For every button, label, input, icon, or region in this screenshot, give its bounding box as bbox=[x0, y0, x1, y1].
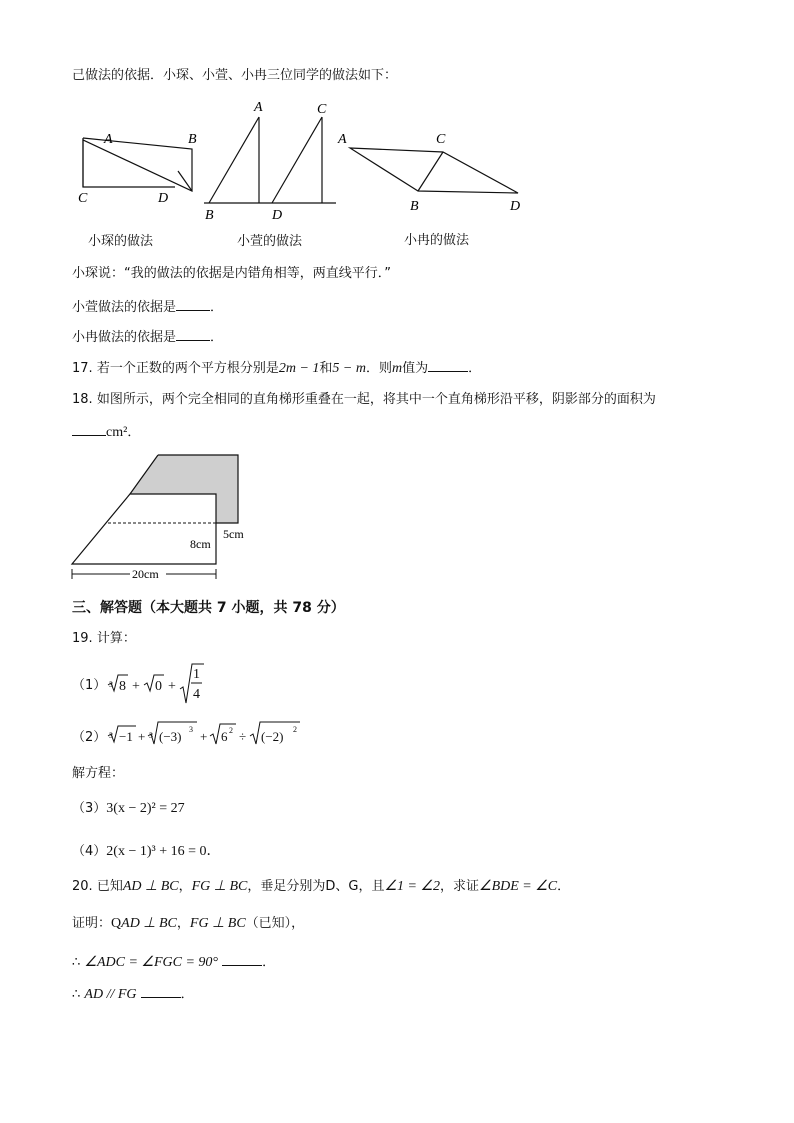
q19-part4: （4）2(x − 1)³ + 16 = 0． bbox=[72, 844, 221, 859]
label-8cm: 8cm bbox=[190, 537, 211, 551]
xuan-point-a: A bbox=[254, 100, 263, 115]
chen-point-c: C bbox=[78, 191, 88, 206]
q19-part2-label: （2） bbox=[72, 730, 107, 745]
svg-text:+: + bbox=[200, 729, 208, 744]
svg-text:−1: −1 bbox=[119, 729, 133, 744]
chen-point-d: D bbox=[158, 191, 169, 206]
q19-part1-expr bbox=[104, 661, 244, 711]
figure-xuan bbox=[204, 117, 336, 203]
q19-part1-label: （1） bbox=[72, 678, 107, 693]
trapezoid-figure bbox=[60, 448, 320, 588]
chen-statement: 小琛说：“我的做法的依据是内错角相等，两直线平行．” bbox=[72, 266, 391, 281]
intro-text: 己做法的依据．小琛、小萱、小冉三位同学的做法如下： bbox=[72, 68, 398, 83]
svg-text:÷: ÷ bbox=[239, 729, 247, 744]
caption-ran: 小冉的做法 bbox=[404, 233, 470, 248]
svg-text:1: 1 bbox=[193, 667, 200, 682]
svg-text:+: + bbox=[132, 679, 140, 694]
svg-text:0: 0 bbox=[155, 679, 162, 694]
svg-text:+: + bbox=[138, 729, 146, 744]
caption-chen: 小琛的做法 bbox=[88, 234, 154, 249]
svg-text:+: + bbox=[168, 679, 176, 694]
q20-statement: 20. 已知AD ⊥ BC，FG ⊥ BC，垂足分别为D、G，且∠1 = ∠2，求证∠BDE = ∠C． bbox=[72, 879, 571, 894]
xuan-answer-blank[interactable] bbox=[176, 298, 210, 311]
q17-answer-blank[interactable] bbox=[428, 359, 468, 372]
svg-text:(−2): (−2) bbox=[261, 729, 284, 744]
q20-proof-step1: ∴ ∠ADC = ∠FGC = 90° ． bbox=[72, 955, 276, 970]
ran-point-d: D bbox=[510, 199, 521, 214]
chen-point-b: B bbox=[188, 132, 197, 147]
svg-text:8: 8 bbox=[119, 679, 126, 694]
section-3-heading: 三、解答题（本大题共 7 小题，共 78 分） bbox=[72, 600, 345, 616]
svg-text:3: 3 bbox=[109, 731, 113, 740]
ran-statement-line: 小冉做法的依据是 ． bbox=[72, 330, 224, 345]
q18-text: 18. 如图所示，两个完全相同的直角梯形重叠在一起，将其中一个直角梯形沿平移，阴影部分的面积为 bbox=[72, 392, 656, 407]
step1-reason-blank[interactable] bbox=[222, 953, 262, 966]
caption-xuan: 小萱的做法 bbox=[237, 234, 303, 249]
svg-text:3: 3 bbox=[109, 680, 113, 689]
q20-proof-line1: 证明：QAD ⊥ BC，FG ⊥ BC（已知）， bbox=[72, 916, 305, 931]
label-5cm: 5cm bbox=[223, 527, 244, 541]
figure-chen bbox=[83, 138, 192, 191]
q19-part2-expr bbox=[104, 718, 324, 754]
svg-text:2: 2 bbox=[229, 726, 233, 735]
xuan-point-d: D bbox=[272, 208, 283, 223]
xuan-statement-line: 小萱做法的依据是 ． bbox=[72, 300, 224, 315]
svg-text:4: 4 bbox=[193, 687, 200, 702]
svg-text:6: 6 bbox=[221, 729, 228, 744]
q18-answer-line: cm²． bbox=[72, 423, 140, 442]
xuan-point-c: C bbox=[317, 102, 327, 117]
svg-text:2: 2 bbox=[293, 725, 297, 734]
svg-text:3: 3 bbox=[189, 725, 193, 734]
svg-text:3: 3 bbox=[149, 731, 153, 740]
svg-text:(−3): (−3) bbox=[159, 729, 182, 744]
q19-title: 19. 计算： bbox=[72, 631, 136, 646]
q20-proof-step2: ∴ AD // FG ． bbox=[72, 987, 194, 1002]
q18-answer-blank[interactable] bbox=[72, 423, 106, 436]
figure-ran bbox=[350, 148, 518, 193]
xuan-point-b: B bbox=[205, 208, 214, 223]
q17: 17. 若一个正数的两个平方根分别是2m − 1和5 − m．则m值为 ． bbox=[72, 361, 482, 376]
ran-statement: 小冉做法的依据是 bbox=[72, 330, 177, 345]
solve-equations-title: 解方程： bbox=[72, 766, 125, 781]
ran-point-a: A bbox=[338, 132, 347, 147]
xuan-statement: 小萱做法的依据是 bbox=[72, 300, 177, 315]
label-20cm: 20cm bbox=[132, 567, 159, 581]
methods-figure bbox=[0, 95, 794, 255]
ran-answer-blank[interactable] bbox=[176, 328, 210, 341]
q19-part3: （3）3(x − 2)² = 27 bbox=[72, 801, 185, 816]
ran-point-b: B bbox=[410, 199, 419, 214]
step2-reason-blank[interactable] bbox=[141, 985, 181, 998]
ran-point-c: C bbox=[436, 132, 446, 147]
chen-point-a: A bbox=[104, 132, 113, 147]
